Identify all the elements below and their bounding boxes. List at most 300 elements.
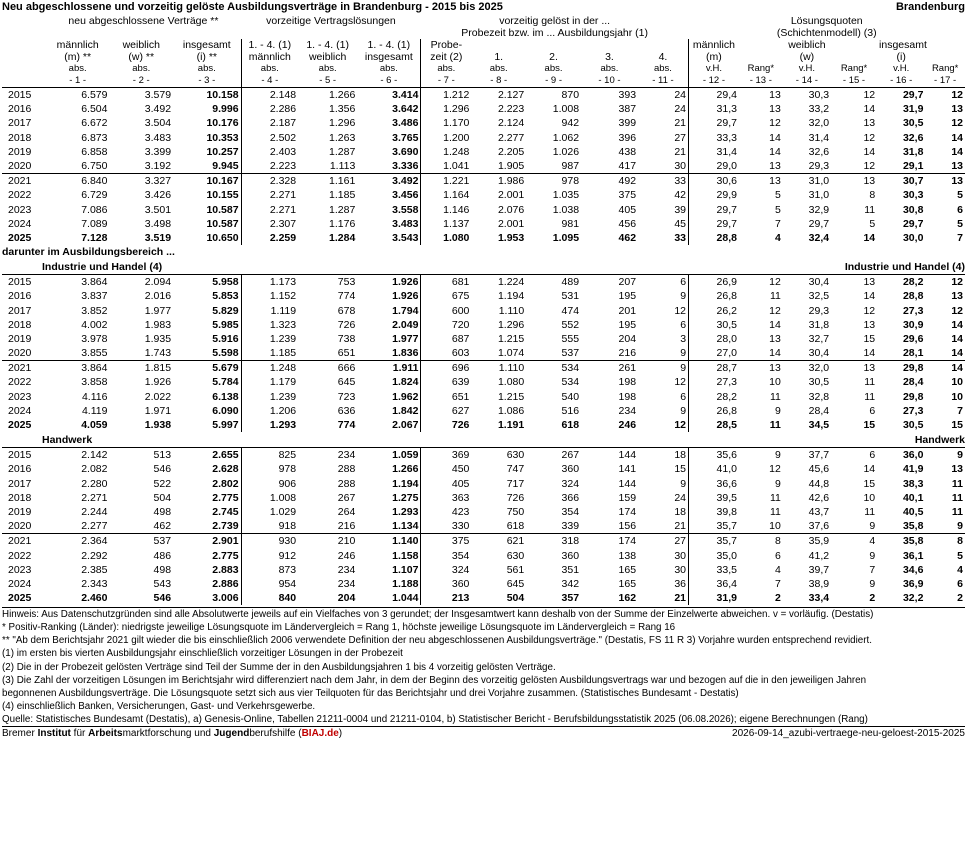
- value-cell: 375: [618, 189, 637, 202]
- group-quota: Lösungsquoten: [790, 15, 863, 27]
- value-cell: 9.996: [212, 103, 239, 116]
- year-cell: 2018: [8, 131, 32, 144]
- value-cell: 3.414: [357, 88, 421, 103]
- value-cell: 1.284: [329, 231, 356, 244]
- value-cell: 2.205: [497, 145, 525, 158]
- value-cell: 5.784: [212, 376, 239, 389]
- value-cell: 636: [337, 404, 356, 417]
- value-cell: 8: [869, 189, 876, 202]
- value-cell: 1.206: [241, 404, 298, 418]
- value-cell: 14: [769, 145, 781, 158]
- value-cell: 2.148: [241, 88, 298, 103]
- file-name: 2026-09-14_azubi-vertraege-neu-geloest-2015-2025: [732, 728, 965, 740]
- year-cell: 2015: [2, 275, 46, 290]
- group-early-terminations: vorzeitige Vertragslösungen: [266, 15, 396, 27]
- value-cell: 726: [337, 318, 356, 331]
- value-cell: 366: [561, 491, 580, 504]
- value-cell: 18: [638, 448, 688, 463]
- value-cell: 369: [421, 448, 471, 463]
- value-cell: 1.152: [241, 289, 298, 303]
- value-cell: 28,7: [689, 361, 739, 376]
- value-cell: 12: [674, 304, 687, 317]
- value-cell: 12: [769, 463, 781, 476]
- value-cell: 675: [421, 289, 471, 303]
- value-cell: 6.090: [212, 404, 239, 417]
- value-cell: 213: [421, 591, 471, 605]
- value-cell: 10.155: [206, 189, 239, 202]
- year-cell: 2017: [8, 477, 32, 490]
- value-cell: 1.185: [329, 189, 356, 202]
- value-cell: 3.858: [81, 376, 108, 389]
- year-cell: 2025: [8, 592, 32, 605]
- value-cell: 33: [638, 174, 688, 189]
- value-cell: 489: [526, 275, 581, 290]
- value-cell: 13: [831, 361, 877, 376]
- value-cell: 2.001: [497, 189, 525, 202]
- value-cell: 1.173: [241, 275, 298, 290]
- value-cell: 159: [618, 491, 637, 504]
- value-cell: 774: [337, 419, 356, 432]
- value-cell: 618: [561, 419, 580, 432]
- value-cell: 29,4: [689, 88, 739, 103]
- value-cell: 5.916: [212, 332, 239, 345]
- year-cell: 2023: [8, 390, 32, 403]
- value-cell: 1.134: [392, 520, 419, 533]
- value-cell: 13: [769, 103, 781, 116]
- column-header: abs.: [132, 63, 151, 74]
- column-header: (i): [896, 51, 906, 63]
- value-cell: 723: [337, 390, 356, 403]
- value-cell: 1.107: [392, 563, 419, 576]
- table-row: [2, 346, 965, 361]
- value-cell: 7.128: [81, 231, 108, 244]
- value-cell: 174: [581, 534, 638, 549]
- value-cell: 12: [831, 88, 877, 103]
- value-cell: 1.296: [329, 117, 356, 130]
- value-cell: 12: [739, 275, 783, 290]
- value-cell: 29,3: [808, 304, 830, 317]
- value-cell: 6: [775, 549, 781, 562]
- table-row: [2, 491, 965, 505]
- value-cell: 561: [506, 563, 525, 576]
- value-cell: 5: [775, 189, 781, 202]
- value-cell: 9: [680, 347, 687, 360]
- value-cell: 2.223: [497, 103, 525, 116]
- value-cell: 357: [561, 592, 580, 605]
- value-cell: 14: [863, 347, 876, 360]
- value-cell: 9: [775, 477, 781, 490]
- column-header: weiblich: [308, 51, 347, 63]
- table-row: [2, 577, 965, 591]
- value-cell: 2: [869, 592, 876, 605]
- value-cell: 462: [618, 231, 637, 244]
- value-cell: 1.119: [241, 303, 298, 317]
- value-cell: 360: [561, 463, 580, 476]
- value-cell: 981: [561, 217, 580, 230]
- year-cell: 2019: [8, 505, 32, 518]
- year-cell: 2025: [8, 231, 32, 244]
- value-cell: 474: [561, 304, 580, 317]
- value-cell: 13: [863, 117, 876, 130]
- value-cell: 1.905: [497, 160, 525, 173]
- value-cell: 27,3: [902, 404, 924, 417]
- value-cell: 1.029: [241, 505, 298, 519]
- value-cell: 450: [421, 462, 471, 476]
- value-cell: 9: [739, 448, 783, 463]
- year-cell: 2025: [8, 419, 32, 432]
- value-cell: 5: [869, 217, 876, 230]
- value-cell: 36: [674, 577, 687, 590]
- value-cell: 12: [951, 304, 963, 317]
- value-cell: 13: [769, 332, 781, 345]
- value-cell: 2.277: [81, 520, 108, 533]
- value-cell: 35,0: [689, 548, 739, 562]
- value-cell: 360: [421, 577, 471, 591]
- value-cell: 2.277: [497, 131, 525, 144]
- note-line: (3) Die Zahl der vorzeitigen Lösungen im Berichtsjahr wird differenziert nach dem Jahr, in dem der Beginn des vorzeitig gelösten Ausbildungsvertrags war und bezogen auf die in den jeweiligen Jahren: [2, 674, 867, 686]
- value-cell: 9: [680, 477, 687, 490]
- year-cell: 2016: [8, 463, 32, 476]
- value-cell: 534: [561, 376, 580, 389]
- value-cell: 2: [775, 592, 781, 605]
- value-cell: 1.356: [329, 103, 356, 116]
- value-cell: 38,3: [902, 477, 924, 490]
- value-cell: 3.765: [392, 131, 419, 144]
- value-cell: 30,3: [783, 88, 831, 103]
- value-cell: 738: [337, 332, 356, 345]
- column-header: - 10 -: [598, 75, 621, 86]
- column-header: [739, 51, 783, 63]
- value-cell: 1.095: [552, 231, 580, 244]
- column-header: (m) **: [64, 51, 92, 63]
- table-row: [2, 217, 965, 231]
- value-cell: 2.142: [46, 448, 110, 463]
- value-cell: 11: [864, 390, 876, 403]
- value-cell: 2.271: [241, 188, 298, 202]
- value-cell: 31,9: [902, 103, 924, 116]
- value-cell: 3.399: [144, 145, 172, 158]
- value-cell: 3.192: [144, 160, 172, 173]
- value-cell: 11: [864, 505, 876, 518]
- value-cell: 14: [863, 145, 876, 158]
- value-cell: 14: [863, 231, 876, 244]
- value-cell: 26,8: [689, 289, 739, 303]
- value-cell: 1.836: [392, 347, 419, 360]
- value-cell: 2.901: [173, 534, 241, 549]
- value-cell: 6.840: [46, 174, 110, 189]
- value-cell: 6: [638, 275, 688, 290]
- value-cell: 21: [674, 117, 687, 130]
- value-cell: 2.244: [81, 505, 108, 518]
- value-cell: 2.082: [81, 463, 108, 476]
- value-cell: 29,0: [689, 159, 739, 174]
- value-cell: 12: [863, 131, 876, 144]
- value-cell: 3.978: [81, 332, 108, 345]
- column-header: weiblich: [788, 39, 826, 51]
- table-row: [2, 404, 965, 418]
- value-cell: 267: [526, 448, 581, 463]
- table-row: [2, 275, 965, 290]
- column-header: insgesamt: [364, 51, 413, 63]
- value-cell: 1.026: [552, 145, 580, 158]
- value-cell: 9: [638, 361, 688, 376]
- value-cell: 873: [241, 563, 298, 577]
- value-cell: 9: [775, 404, 781, 417]
- value-cell: 492: [581, 174, 638, 189]
- value-cell: 4.059: [81, 419, 108, 432]
- value-cell: 6.750: [81, 160, 108, 173]
- value-cell: 3.498: [144, 217, 172, 230]
- value-cell: 516: [561, 404, 580, 417]
- value-cell: 15: [863, 332, 876, 345]
- value-cell: 13: [831, 174, 877, 189]
- value-cell: 1.842: [392, 404, 419, 417]
- value-cell: 1.239: [241, 390, 298, 404]
- value-cell: 27,3: [902, 304, 924, 317]
- value-cell: 30,9: [902, 318, 924, 331]
- table-row: [2, 448, 965, 463]
- value-cell: 438: [618, 145, 637, 158]
- value-cell: 15: [951, 419, 963, 432]
- value-cell: 31,9: [689, 591, 739, 605]
- value-cell: 33: [674, 231, 687, 244]
- value-cell: 1.008: [552, 103, 580, 116]
- value-cell: 10.587: [206, 217, 239, 230]
- value-cell: 342: [561, 577, 580, 590]
- brand: Bremer Institut für Arbeitsmarktforschung und Jugendberufshilfe (BIAJ.de): [2, 728, 343, 740]
- value-cell: 198: [618, 376, 637, 389]
- value-cell: 1.293: [241, 418, 298, 432]
- value-cell: 1.161: [298, 174, 357, 189]
- value-cell: 1.215: [497, 332, 525, 345]
- column-header: [581, 39, 638, 51]
- value-cell: 24: [674, 491, 687, 504]
- page-title: Neu abgeschlossene und vorzeitig gelöste Ausbildungsverträge in Brandenburg - 2015 bis 2025: [2, 1, 503, 13]
- value-cell: 288: [337, 463, 356, 476]
- value-cell: 234: [337, 577, 356, 590]
- value-cell: 1.008: [241, 491, 298, 505]
- value-cell: 7: [775, 577, 781, 590]
- year-cell: 2023: [8, 563, 32, 576]
- value-cell: 12: [925, 88, 965, 103]
- value-cell: 21: [674, 145, 687, 158]
- year-cell: 2020: [8, 347, 32, 360]
- value-cell: 36,1: [902, 549, 924, 562]
- value-cell: 7.086: [81, 203, 108, 216]
- value-cell: 2.016: [144, 290, 172, 303]
- value-cell: 1.179: [241, 375, 298, 389]
- report-page: [2, 0, 965, 740]
- value-cell: 144: [618, 477, 637, 490]
- column-header: abs.: [379, 63, 398, 74]
- column-header: (m): [688, 51, 738, 63]
- value-cell: 13: [739, 174, 783, 189]
- value-cell: 195: [618, 290, 637, 303]
- value-cell: 5.985: [212, 318, 239, 331]
- value-cell: 13: [739, 361, 783, 376]
- value-cell: 6.873: [81, 131, 108, 144]
- value-cell: 14: [925, 361, 965, 376]
- value-cell: 3.456: [392, 189, 419, 202]
- table-row: [2, 519, 965, 534]
- title-row: [2, 0, 965, 15]
- value-cell: 462: [153, 520, 172, 533]
- value-cell: 261: [581, 361, 638, 376]
- value-cell: 522: [153, 477, 172, 490]
- year-cell: 2015: [2, 448, 46, 463]
- value-cell: 26,9: [689, 275, 739, 290]
- value-cell: 753: [298, 275, 357, 290]
- year-cell: 2020: [8, 520, 32, 533]
- value-cell: 1.188: [392, 577, 419, 590]
- value-cell: 141: [618, 463, 637, 476]
- value-cell: 630: [471, 448, 526, 463]
- value-cell: 1.194: [392, 477, 419, 490]
- table-row: [2, 231, 965, 245]
- value-cell: 10.176: [206, 117, 239, 130]
- value-cell: 1.248: [241, 361, 298, 376]
- table-row: [2, 116, 965, 130]
- value-cell: 7: [775, 217, 781, 230]
- value-cell: 26,8: [689, 404, 739, 418]
- value-cell: 4.002: [81, 318, 108, 331]
- hw-label-right: Handwerk: [914, 434, 965, 447]
- value-cell: 32,9: [808, 203, 830, 216]
- value-cell: 396: [618, 131, 637, 144]
- value-cell: 14: [951, 332, 963, 345]
- value-cell: 324: [561, 477, 580, 490]
- value-cell: 6: [680, 390, 687, 403]
- value-cell: 417: [618, 160, 637, 173]
- value-cell: 144: [581, 448, 638, 463]
- table-row: [2, 188, 965, 202]
- value-cell: 405: [618, 203, 637, 216]
- value-cell: 1.140: [357, 534, 421, 549]
- value-cell: 621: [471, 534, 526, 549]
- value-cell: 2.502: [241, 131, 298, 145]
- value-cell: 39: [674, 203, 687, 216]
- value-cell: 2.364: [46, 534, 110, 549]
- value-cell: 246: [337, 549, 356, 562]
- value-cell: 1.743: [144, 347, 172, 360]
- year-cell: 2017: [8, 304, 32, 317]
- value-cell: 35,9: [783, 534, 831, 549]
- value-cell: 2.076: [497, 203, 525, 216]
- value-cell: 363: [421, 491, 471, 505]
- value-cell: 36,9: [902, 577, 924, 590]
- column-header: v.H.: [798, 63, 815, 74]
- note-line: (1) im ersten bis vierten Ausbildungsjahr einschließlich vorzeitiger Lösungen in der Probezeit: [2, 648, 403, 660]
- value-cell: 552: [561, 318, 580, 331]
- table-row: [2, 174, 965, 189]
- year-cell: 2020: [8, 160, 32, 173]
- value-cell: 10: [863, 491, 876, 504]
- value-cell: 351: [561, 563, 580, 576]
- value-cell: 726: [421, 418, 471, 432]
- value-cell: 37,7: [783, 448, 831, 463]
- value-cell: 5: [957, 549, 963, 562]
- column-header: zeit (2): [421, 51, 471, 63]
- value-cell: 14: [951, 318, 963, 331]
- value-cell: 37,6: [808, 520, 830, 533]
- value-cell: 27: [638, 534, 688, 549]
- section-label: darunter im Ausbildungsbereich ...: [2, 246, 175, 259]
- value-cell: 42,6: [808, 491, 830, 504]
- value-cell: 375: [421, 534, 471, 549]
- value-cell: 14: [951, 131, 963, 144]
- value-cell: 1.296: [421, 102, 471, 116]
- value-cell: 1.977: [144, 304, 172, 317]
- value-cell: 6: [957, 577, 963, 590]
- column-header: - 8 -: [490, 75, 508, 86]
- value-cell: 11: [951, 505, 963, 518]
- value-cell: 324: [421, 563, 471, 577]
- value-cell: 10.587: [206, 203, 239, 216]
- column-header: (i) **: [196, 51, 217, 63]
- value-cell: 6.858: [81, 145, 108, 158]
- value-cell: 8: [925, 534, 965, 549]
- value-cell: 216: [618, 347, 637, 360]
- table-row: [2, 145, 965, 159]
- column-header: abs.: [421, 63, 471, 75]
- value-cell: 11: [769, 290, 781, 303]
- table-row: [2, 332, 965, 346]
- column-header: - 9 -: [545, 75, 562, 86]
- value-cell: 6.138: [212, 390, 239, 403]
- value-cell: 31,0: [808, 189, 830, 202]
- value-cell: 29,8: [877, 361, 925, 376]
- value-cell: 3.837: [81, 290, 108, 303]
- value-cell: 7: [957, 231, 963, 244]
- value-cell: 12: [951, 117, 963, 130]
- value-cell: 15: [863, 419, 876, 432]
- value-cell: 10.257: [206, 145, 239, 158]
- value-cell: 387: [618, 103, 637, 116]
- value-cell: 906: [241, 477, 298, 491]
- value-cell: 24: [638, 88, 688, 103]
- value-cell: 11: [769, 491, 781, 504]
- brand-link[interactable]: BIAJ.de: [301, 728, 339, 740]
- year-cell: 2021: [2, 174, 46, 189]
- value-cell: 28,4: [808, 404, 830, 417]
- column-header: abs.: [600, 63, 619, 74]
- value-cell: 1.041: [421, 159, 471, 174]
- column-header: [925, 39, 965, 51]
- table-row: [2, 534, 965, 549]
- value-cell: 1.158: [392, 549, 419, 562]
- value-cell: 774: [337, 290, 356, 303]
- table-row: [2, 102, 965, 116]
- value-cell: 3.504: [144, 117, 172, 130]
- value-cell: 7.089: [81, 217, 108, 230]
- value-cell: 1.266: [392, 463, 419, 476]
- value-cell: 39,8: [689, 505, 739, 519]
- value-cell: 651: [421, 390, 471, 404]
- value-cell: 35,7: [689, 534, 739, 549]
- value-cell: 4: [831, 534, 877, 549]
- value-cell: 32,0: [783, 361, 831, 376]
- value-cell: 31,4: [689, 145, 739, 159]
- table-row: [2, 418, 965, 432]
- value-cell: 40,1: [902, 491, 924, 504]
- value-cell: 339: [561, 520, 580, 533]
- value-cell: 1.794: [392, 304, 419, 317]
- value-cell: 1.926: [392, 290, 419, 303]
- value-cell: 10: [951, 376, 963, 389]
- value-cell: 33,2: [808, 103, 830, 116]
- value-cell: 360: [561, 549, 580, 562]
- value-cell: 2.745: [212, 505, 239, 518]
